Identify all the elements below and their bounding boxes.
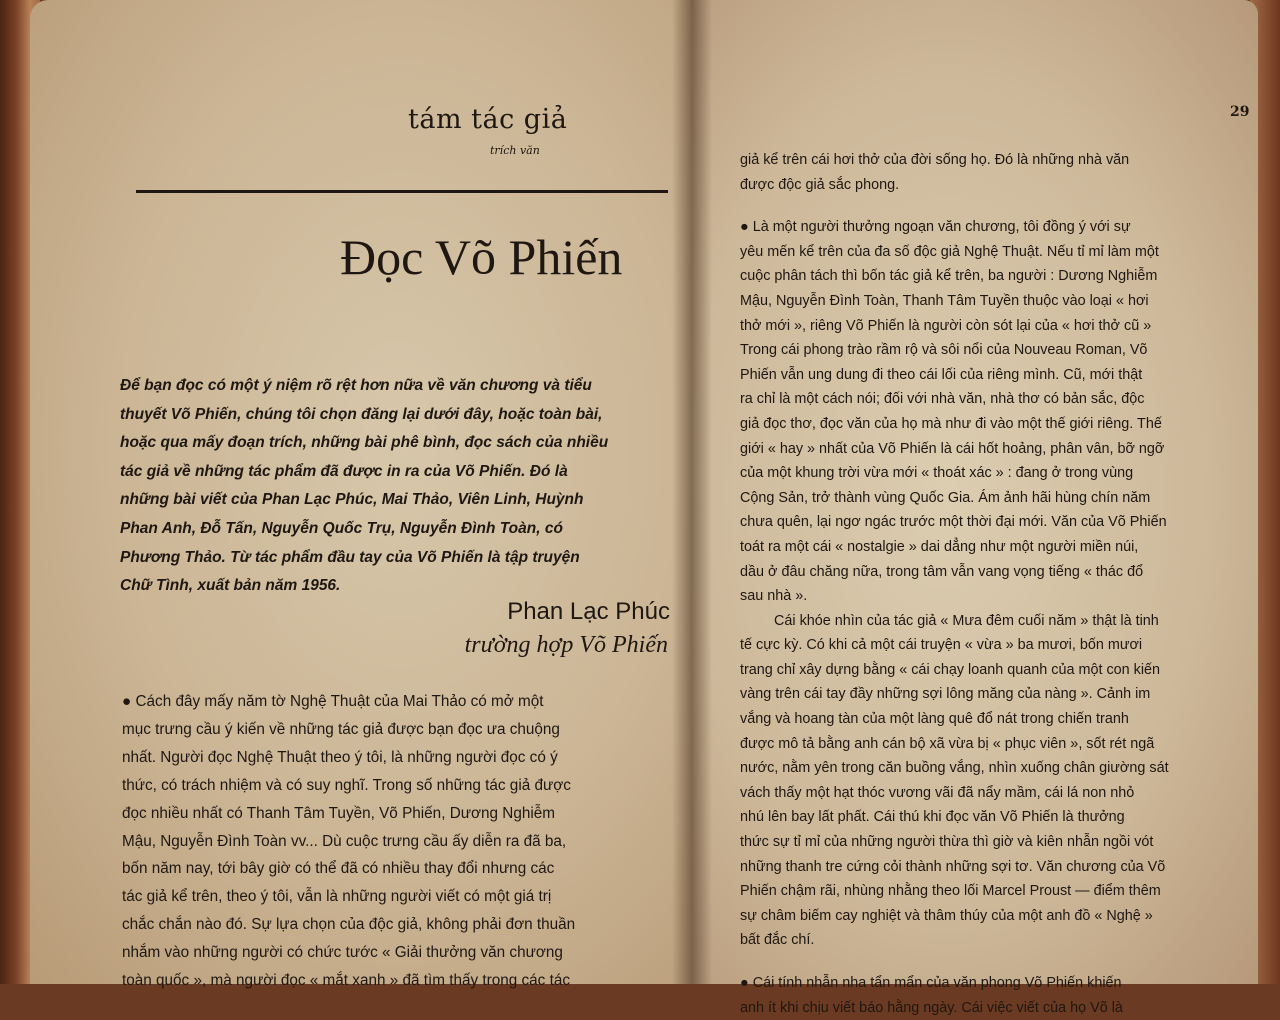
body-line: ● Là một người thưởng ngoạn văn chương, tôi đồng ý với sự	[740, 219, 1131, 236]
body-line: ● Cách đây mấy năm tờ Nghệ Thuật của Mai Thảo có mở một	[122, 693, 544, 710]
body-line: giới « hay » nhất của Võ Phiến là cái hốt hoảng, phân vân, bỡ ngỡ	[740, 440, 1165, 457]
essay-title: trường hợp Võ Phiến	[464, 632, 668, 658]
paragraph-gap	[740, 953, 1250, 971]
body-line: cuộc phân tách thì bốn tác giả kể trên, ba người : Dương Nghiễm	[740, 268, 1158, 285]
intro-line: Phương Thảo. Từ tác phẩm đầu tay của Võ Phiến là tập truyện	[120, 548, 580, 566]
body-line: được độc giả sắc phong.	[740, 176, 900, 193]
paragraph-gap	[740, 197, 1250, 215]
body-line: thức sự tỉ mỉ của những người thừa thì giờ và kiên nhẫn ngồi vót	[740, 834, 1154, 851]
intro-paragraph	[120, 372, 660, 601]
body-line: anh ít khi chịu viết báo hằng ngày. Cái việc viết của họ Võ là	[740, 999, 1123, 1016]
intro-line: tác giả về những tác phẩm đã được in ra của Võ Phiến. Đó là	[120, 462, 568, 480]
body-line: toàn quốc », mà người đọc « mắt xanh » đã tìm thấy trong các tác	[122, 972, 570, 990]
body-line: nhú lên bay lất phất. Cái thú khi đọc văn Võ Phiến là thưởng	[740, 809, 1125, 826]
body-line: trang chỉ xây dựng bằng « cái chạy loanh quanh của một con kiến	[740, 661, 1161, 678]
left-page	[30, 0, 702, 990]
right-page	[692, 0, 1258, 1016]
body-line: Mậu, Nguyễn Đình Toàn, Thanh Tâm Tuyền thuộc vào loại « hơi	[740, 292, 1149, 309]
body-line: toát ra một cái « nostalgie » dai dẳng như một người miền núi,	[740, 538, 1139, 555]
book-gutter	[672, 0, 712, 984]
body-line: chắc chắn nào đó. Sự lựa chọn của độc giả, không phải đơn thuần	[122, 916, 576, 934]
body-line: tế cực kỳ. Có khi cả một cái truyện « vừa » ba mươi, bốn mươi	[740, 637, 1143, 654]
section-subtitle: trích văn	[490, 144, 540, 157]
body-line: ● Cái tính nhẫn nha tẩn mẩn của văn phong Võ Phiến khiến	[740, 975, 1122, 991]
intro-line: hoặc qua mấy đoạn trích, những bài phê bình, đọc sách của nhiều	[120, 434, 609, 452]
body-line: dầu ở đâu chăng nữa, trong tâm vẫn vang vọng tiếng « thác đổ	[740, 563, 1144, 580]
page-number: 29	[1230, 104, 1250, 120]
body-line: vàng trên cái tay đầy những sợi lông măng của nàng ». Cảnh im	[740, 686, 1151, 703]
left-body-text	[122, 688, 672, 995]
body-line: của một khung trời vừa mới « thoát xác » : đang ở trong vùng	[740, 465, 1134, 482]
body-line: ra chỉ là một cách nói; đối với nhà văn, nhà thơ có bản sắc, độc	[740, 391, 1145, 408]
body-line: bất đắc chí.	[740, 932, 815, 949]
body-line: chưa quên, lại ngơ ngác trước một thời đại mới. Văn của Võ Phiến	[740, 514, 1167, 531]
right-body-text	[740, 148, 1250, 1020]
author-name: Phan Lạc Phúc	[507, 598, 670, 625]
body-line: giả kể trên cái hơi thở của đời sống họ. Đó là những nhà văn	[740, 152, 1130, 168]
body-line: những thanh tre cứng cỏi thành những sợi tơ. Văn chương của Võ	[740, 858, 1166, 875]
body-line: yêu mến kể trên của đa số độc giả Nghệ Thuật. Nếu tỉ mỉ làm một	[740, 243, 1159, 260]
body-line: sự châm biếm cay nghiệt và thâm thúy của một anh đồ « Nghệ »	[740, 907, 1153, 924]
body-line: thở mới », riêng Võ Phiến là người còn sót lại của « hơi thở cũ »	[740, 317, 1152, 334]
body-line: đọc nhiều nhất có Thanh Tâm Tuyền, Võ Phiến, Dương Nghiễm	[122, 804, 555, 822]
body-line: nhắm vào những người có chức tước « Giải thưởng văn chương	[122, 944, 563, 962]
body-line: tác giả kể trên, theo ý tôi, vẫn là những người viết có một giá trị	[122, 888, 552, 906]
body-line: Cộng Sản, trở thành vùng Quốc Gia. Ám ảnh hãi hùng chín năm	[740, 489, 1151, 506]
body-line: Mậu, Nguyễn Đình Toàn vv... Dù cuộc trưng cầu ấy diễn ra đã ba,	[122, 832, 567, 850]
intro-line: Phan Anh, Đỗ Tấn, Nguyễn Quốc Trụ, Nguyễn Đình Toàn, có	[120, 519, 563, 537]
body-line: Cái khóe nhìn của tác giả « Mưa đêm cuối năm » thật là tinh	[774, 612, 1159, 629]
body-line: giả đọc thơ, đọc văn của họ mà như đi vào một thế giới riêng. Thế	[740, 415, 1162, 432]
body-line: thức, có trách nhiệm và có suy nghĩ. Trong số những tác giả được	[122, 776, 571, 794]
body-line: bốn năm nay, tới bây giờ có thể đã có nhiều thay đổi nhưng các	[122, 860, 555, 878]
body-line: sau nhà ».	[740, 588, 808, 605]
intro-line: Để bạn đọc có một ý niệm rõ rệt hơn nữa về văn chương và tiểu	[120, 377, 592, 394]
body-line: Phiến chậm rãi, nhùng nhằng theo lối Marcel Proust — điểm thêm	[740, 883, 1161, 900]
body-line: Trong cái phong trào rầm rộ và sôi nổi của Nouveau Roman, Võ	[740, 342, 1148, 359]
body-line: mục trưng cầu ý kiến về những tác giả được bạn đọc ưa chuộng	[122, 720, 560, 738]
body-line: Phiến vẫn ung dung đi theo cái lối của riêng mình. Cũ, mới thật	[740, 366, 1143, 383]
body-line: vách thấy một hạt thóc vương vãi đã nẩy mầm, cái lá non nhỏ	[740, 784, 1135, 801]
section-title: tám tác giả	[408, 104, 568, 135]
body-line: vắng và hoang tàn của một làng quê đổ nát trong chiến tranh	[740, 711, 1129, 728]
article-heading: Đọc Võ Phiến	[340, 229, 623, 285]
body-line: được mô tả bằng anh cán bộ xã vừa bị « phục viên », sốt rét ngã	[740, 735, 1155, 752]
title-rule	[136, 190, 668, 193]
intro-line: thuyết Võ Phiến, chúng tôi chọn đăng lại dưới đây, hoặc toàn bài,	[120, 405, 603, 423]
body-line: nước, nằm yên trong căn buồng vắng, nhìn xuống chân giường sát	[740, 760, 1169, 777]
intro-line: những bài viết của Phan Lạc Phúc, Mai Thảo, Viên Linh, Huỳnh	[120, 491, 584, 509]
intro-line: Chữ Tình, xuất bản năm 1956.	[120, 577, 341, 595]
body-line: nhất. Người đọc Nghệ Thuật theo ý tôi, là những người đọc có ý	[122, 748, 558, 766]
